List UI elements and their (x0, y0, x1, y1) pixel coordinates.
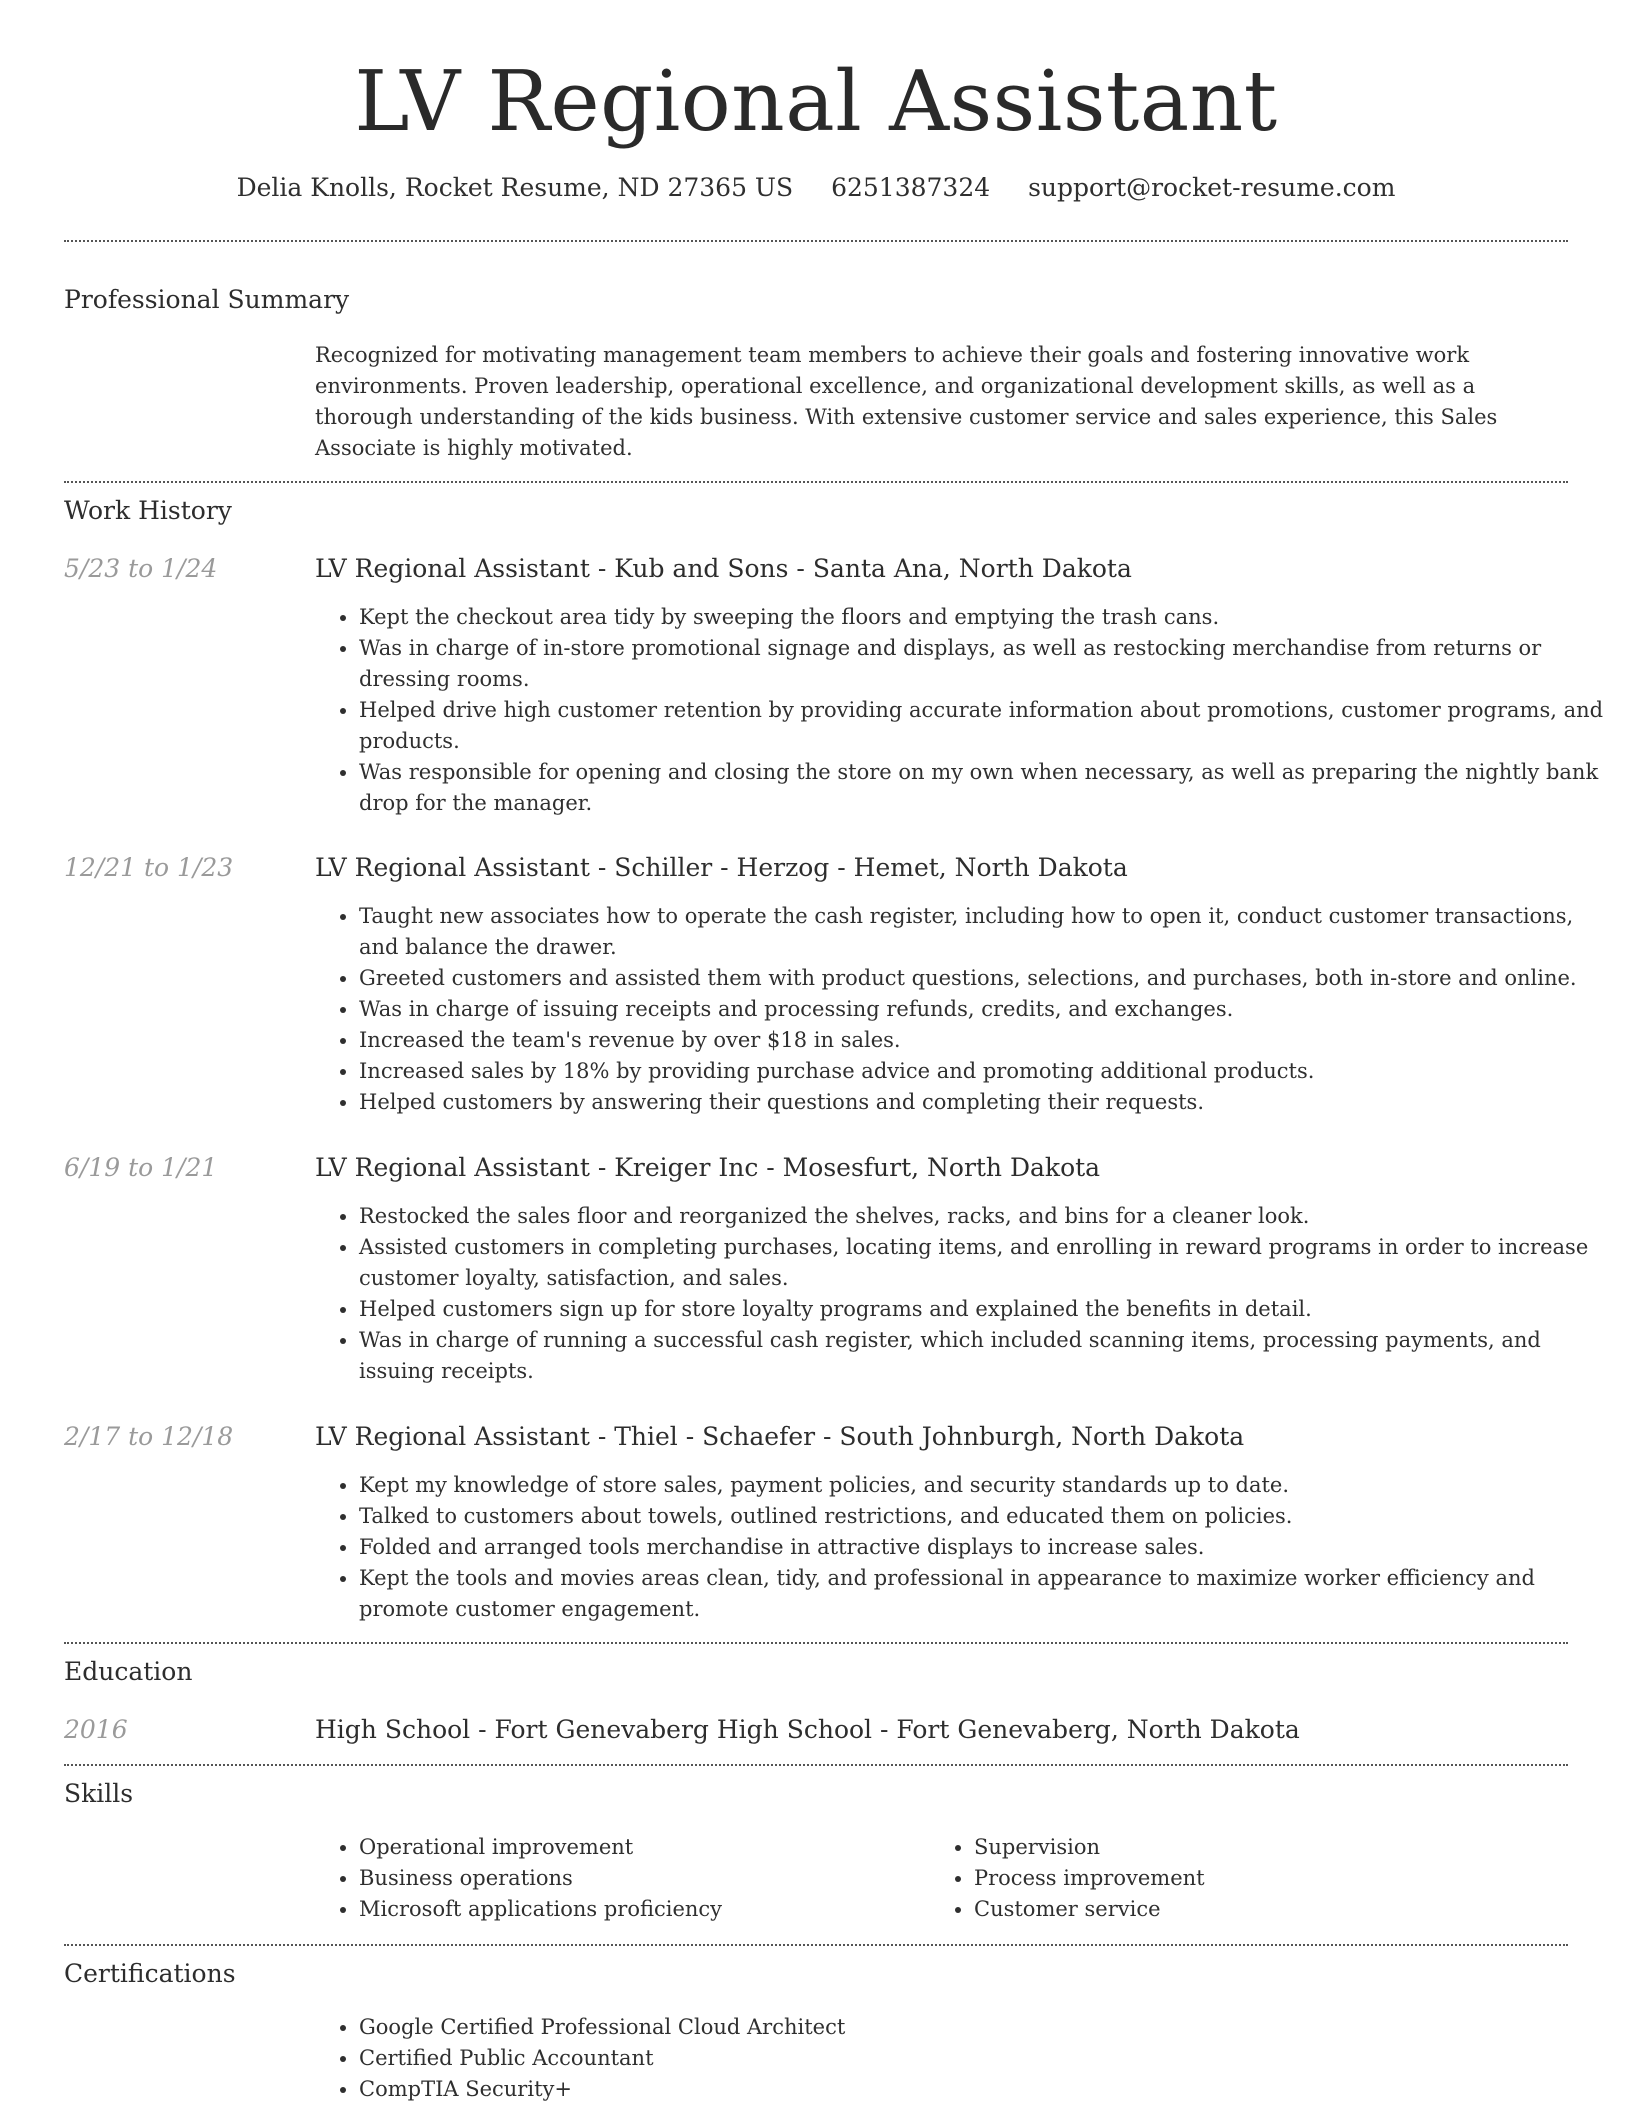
skill-item: • Microsoft applications proficiency (359, 1894, 959, 1925)
skill-item: • Business operations (359, 1863, 959, 1894)
divider (64, 1764, 1568, 1766)
job-bullets (315, 602, 1612, 819)
job-bullets (315, 1470, 1612, 1625)
bullet-item: • Restocked the sales floor and reorganized the shelves, racks, and bins for a cleaner look. (359, 1201, 1612, 1232)
work-history-heading: Work History (64, 496, 232, 525)
skills-list-right (930, 1832, 1574, 1925)
job-title: LV Regional Assistant - Kreiger Inc - Mosesfurt, North Dakota (315, 1153, 1101, 1182)
bullet-item: • Increased sales by 18% by providing purchase advice and promoting additional products. (359, 1056, 1612, 1087)
summary-heading: Professional Summary (64, 285, 350, 314)
contact-line (64, 170, 1568, 206)
certification-item: • Google Certified Professional Cloud Architect (359, 2012, 1612, 2043)
bullet-item: • Was in charge of running a successful cash register, which included scanning items, processing payments, and issuing receipts. (359, 1325, 1612, 1387)
divider (64, 240, 1568, 242)
certifications-list (315, 2012, 1612, 2105)
job-dates: 2/17 to 12/18 (64, 1422, 234, 1451)
bullet-item: • Greeted customers and assisted them with product questions, selections, and purchases, both in-store and online. (359, 963, 1612, 994)
bullet-item: • Helped customers by answering their questions and completing their requests. (359, 1087, 1612, 1118)
bullet-item: • Was responsible for opening and closing the store on my own when necessary, as well as preparing the nightly bank drop for the manager. (359, 757, 1612, 819)
job-dates: 5/23 to 1/24 (64, 554, 218, 583)
skill-item: • Customer service (974, 1894, 1574, 1925)
bullet-item: • Increased the team's revenue by over $18 in sales. (359, 1025, 1612, 1056)
education-detail: High School - Fort Genevaberg High School - Fort Genevaberg, North Dakota (315, 1715, 1300, 1744)
certification-item: • CompTIA Security+ (359, 2074, 1612, 2105)
bullet-item: • Was in charge of in-store promotional signage and displays, as well as restocking merchandise from returns or dressing rooms. (359, 633, 1612, 695)
job-bullets (315, 901, 1612, 1118)
contact-phone: 6251387324 (831, 173, 991, 202)
job-title: LV Regional Assistant - Kub and Sons - Santa Ana, North Dakota (315, 554, 1132, 583)
job-title: LV Regional Assistant - Schiller - Herzog - Hemet, North Dakota (315, 853, 1128, 882)
contact-address: Delia Knolls, Rocket Resume, ND 27365 US (236, 173, 794, 202)
divider (64, 1642, 1568, 1644)
divider (64, 1944, 1568, 1946)
skill-item: • Operational improvement (359, 1832, 959, 1863)
job-bullets (315, 1201, 1612, 1387)
skills-heading: Skills (64, 1779, 134, 1808)
resume-title: LV Regional Assistant (354, 53, 1278, 150)
job-dates: 6/19 to 1/21 (64, 1153, 218, 1182)
bullet-item: • Kept the checkout area tidy by sweeping the floors and emptying the trash cans. (359, 602, 1612, 633)
education-year: 2016 (64, 1715, 128, 1744)
bullet-item: • Folded and arranged tools merchandise in attractive displays to increase sales. (359, 1532, 1612, 1563)
education-heading: Education (64, 1657, 193, 1686)
skills-list-left (315, 1832, 959, 1925)
bullet-item: • Talked to customers about towels, outlined restrictions, and educated them on policies. (359, 1501, 1612, 1532)
bullet-item: • Taught new associates how to operate the cash register, including how to open it, conduct customer transactions, and balance the drawer. (359, 901, 1612, 963)
skill-item: • Supervision (974, 1832, 1574, 1863)
job-title: LV Regional Assistant - Thiel - Schaefer - South Johnburgh, North Dakota (315, 1422, 1245, 1451)
job-dates: 12/21 to 1/23 (64, 853, 234, 882)
divider (64, 481, 1568, 483)
bullet-item: • Kept the tools and movies areas clean, tidy, and professional in appearance to maximize worker efficiency and promote customer engagement. (359, 1563, 1612, 1625)
bullet-item: • Helped customers sign up for store loyalty programs and explained the benefits in detail. (359, 1294, 1612, 1325)
skill-item: • Process improvement (974, 1863, 1574, 1894)
bullet-item: • Helped drive high customer retention by providing accurate information about promotions, customer programs, and products. (359, 695, 1612, 757)
bullet-item: • Assisted customers in completing purchases, locating items, and enrolling in reward programs in order to increase customer loyalty, satisfaction, and sales. (359, 1232, 1612, 1294)
certification-item: • Certified Public Accountant (359, 2043, 1612, 2074)
bullet-item: • Was in charge of issuing receipts and processing refunds, credits, and exchanges. (359, 994, 1612, 1025)
bullet-item: • Kept my knowledge of store sales, payment policies, and security standards up to date. (359, 1470, 1612, 1501)
contact-email: support@rocket-resume.com (1028, 173, 1396, 202)
certifications-heading: Certifications (64, 1959, 236, 1988)
summary-text: Recognized for motivating management team members to achieve their goals and fostering innovative work environments. Proven leadership, operational excellence, and organizational development skills, as well as a thorough understanding of the kids business. With extensive customer service and sales experience, this Sales Associate is highly motivated. (315, 343, 1498, 460)
